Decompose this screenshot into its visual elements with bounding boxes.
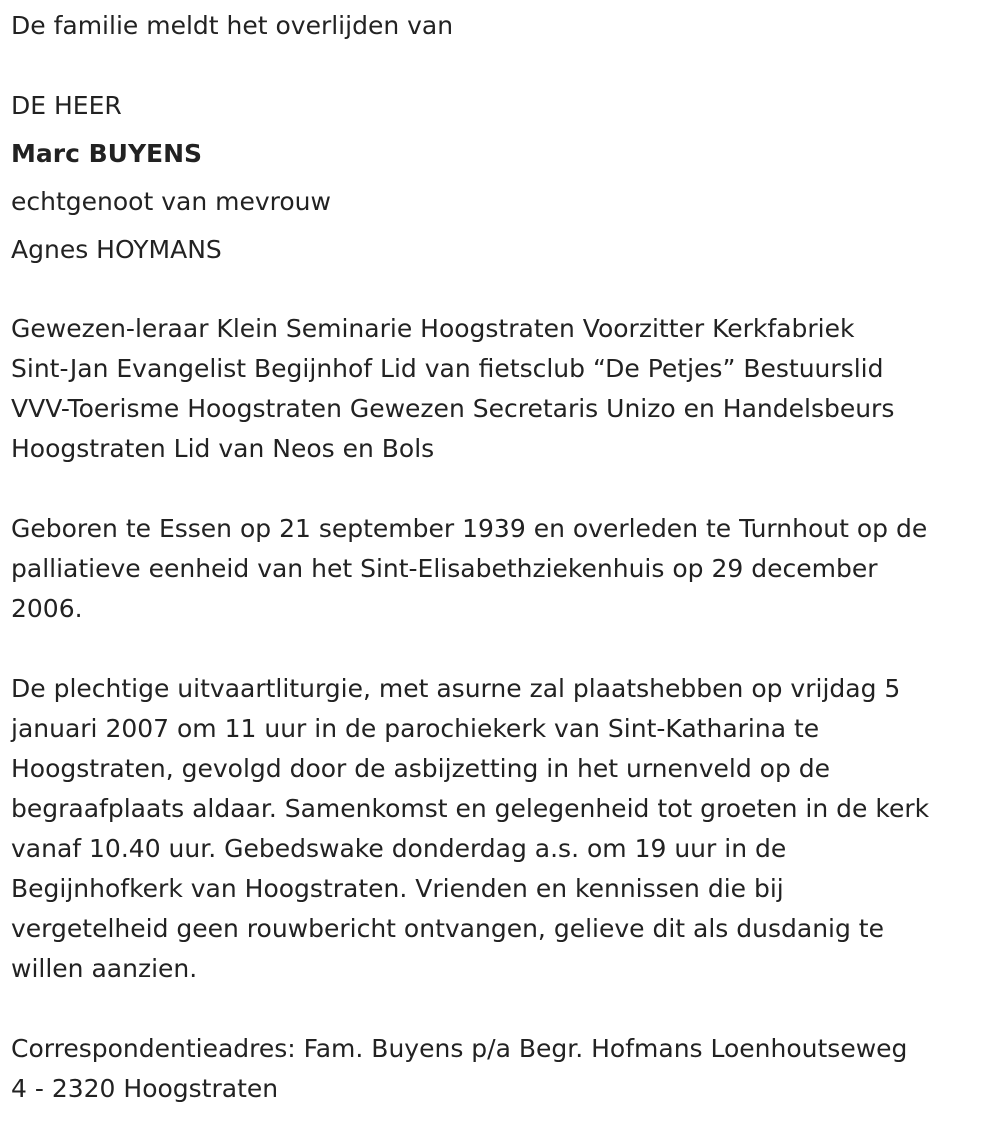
- titles-line: Gewezen-leraar Klein Seminarie Hoogstraten Voorzitter Kerkfabriek: [11, 314, 855, 343]
- titles-line: Sint-Jan Evangelist Begijnhof Lid van fietsclub “De Petjes” Bestuurslid: [11, 354, 884, 383]
- address-paragraph: [11, 1029, 907, 1109]
- deceased-name: Marc BUYENS: [11, 139, 203, 168]
- funeral-line: vanaf 10.40 uur. Gebedswake donderdag a.s. om 19 uur in de: [11, 834, 787, 863]
- funeral-line: willen aanzien.: [11, 954, 198, 983]
- funeral-line: vergetelheid geen rouwbericht ontvangen, gelieve dit als dusdanig te: [11, 914, 884, 943]
- relation-text: echtgenoot van mevrouw: [11, 187, 331, 216]
- funeral-line: Hoogstraten, gevolgd door de asbijzetting in het urnenveld op de: [11, 754, 831, 783]
- spouse-name: Agnes HOYMANS: [11, 235, 222, 264]
- birth-death-line: Geboren te Essen op 21 september 1939 en overleden te Turnhout op de: [11, 514, 928, 543]
- funeral-line: begraafplaats aldaar. Samenkomst en gelegenheid tot groeten in de kerk: [11, 794, 930, 823]
- titles-line: VVV-Toerisme Hoogstraten Gewezen Secretaris Unizo en Handelsbeurs: [11, 394, 895, 423]
- funeral-paragraph: [11, 669, 929, 989]
- birth-death-line: palliatieve eenheid van het Sint-Elisabethziekenhuis op 29 december: [11, 554, 878, 583]
- birth-death-paragraph: [11, 509, 927, 629]
- address-line: 4 - 2320 Hoogstraten: [11, 1074, 279, 1103]
- honorific: DE HEER: [11, 91, 122, 120]
- funeral-line: januari 2007 om 11 uur in de parochiekerk van Sint-Katharina te: [11, 714, 820, 743]
- intro-text: De familie meldt het overlijden van: [11, 11, 454, 40]
- funeral-line: Begijnhofkerk van Hoogstraten. Vrienden en kennissen die bij: [11, 874, 784, 903]
- titles-paragraph: [11, 309, 894, 469]
- address-line: Correspondentieadres: Fam. Buyens p/a Begr. Hofmans Loenhoutseweg: [11, 1034, 908, 1063]
- funeral-line: De plechtige uitvaartliturgie, met asurne zal plaatshebben op vrijdag 5: [11, 674, 901, 703]
- birth-death-line: 2006.: [11, 594, 83, 623]
- titles-line: Hoogstraten Lid van Neos en Bols: [11, 434, 435, 463]
